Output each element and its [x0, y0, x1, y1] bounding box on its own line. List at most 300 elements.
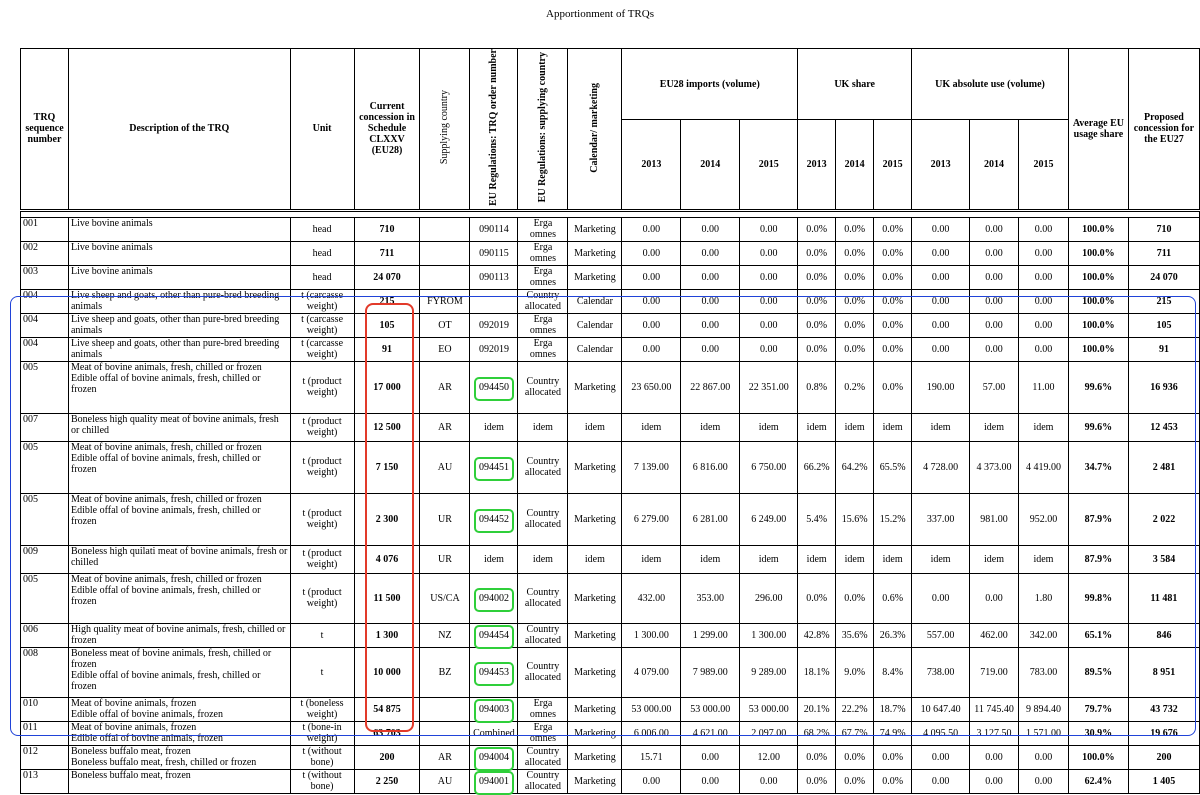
proposed-cell: 3 584: [1128, 545, 1199, 573]
calendar-cell: Marketing: [568, 623, 622, 647]
ukabs-2014-cell: 3 127.50: [970, 721, 1019, 745]
seq-cell: 011: [21, 721, 69, 745]
ukabs-2014-cell: 0.00: [970, 289, 1019, 313]
avg-usage-cell: 89.5%: [1068, 647, 1128, 697]
avg-usage-cell: 79.7%: [1068, 697, 1128, 721]
ukabs-2015-cell: 952.00: [1018, 493, 1068, 545]
description-cell: Boneless buffalo meat, frozen: [68, 769, 290, 793]
eu28-2015-cell: idem: [740, 545, 798, 573]
table-row: [21, 493, 1200, 545]
avg-usage-cell: 100.0%: [1068, 313, 1128, 337]
ukabs-2013-cell: 557.00: [912, 623, 970, 647]
description-cell: Boneless meat of bovine animals, fresh, chilled or frozen Edible offal of bovine animals, fresh, chilled or frozen: [68, 647, 290, 697]
header-ukshare: UK share: [798, 49, 912, 120]
avg-usage-cell: 30.9%: [1068, 721, 1128, 745]
ukshare-2014-cell: 0.0%: [836, 337, 874, 361]
page-title: Apportionment of TRQs: [546, 8, 654, 20]
seq-cell: 001: [21, 217, 69, 241]
eu28-2013-cell: 432.00: [622, 573, 681, 623]
eu28-2015-cell: 22 351.00: [740, 361, 798, 413]
seq-cell: 005: [21, 573, 69, 623]
calendar-cell: Marketing: [568, 573, 622, 623]
table-row: [21, 441, 1200, 493]
ukabs-2015-cell: 1 571.00: [1018, 721, 1068, 745]
ukshare-2014-cell: 0.0%: [836, 313, 874, 337]
ukshare-2015-cell: idem: [874, 545, 912, 573]
eu-supplying-cell: Country allocated: [518, 493, 568, 545]
description-cell: Live sheep and goats, other than pure-bred breeding animals: [68, 313, 290, 337]
ukshare-2015-cell: 0.0%: [874, 313, 912, 337]
table-row: [21, 313, 1200, 337]
table-row: [21, 361, 1200, 413]
eu28-2014-cell: idem: [681, 413, 740, 441]
ukabs-2014-cell: 57.00: [970, 361, 1019, 413]
ukabs-2013-cell: 190.00: [912, 361, 970, 413]
table-row: [21, 721, 1200, 745]
table-row: [21, 545, 1200, 573]
proposed-cell: 710: [1128, 217, 1199, 241]
ukabs-2014-cell: idem: [970, 545, 1019, 573]
table-row: [21, 337, 1200, 361]
unit-cell: t: [290, 623, 354, 647]
eu28-2015-cell: 0.00: [740, 313, 798, 337]
eu28-2013-cell: 15.71: [622, 745, 681, 769]
proposed-cell: 1 405: [1128, 769, 1199, 793]
ukshare-2014-cell: idem: [836, 413, 874, 441]
concession-cell: 2 250: [354, 769, 420, 793]
calendar-cell: idem: [568, 413, 622, 441]
calendar-cell: Calendar: [568, 313, 622, 337]
proposed-cell: 91: [1128, 337, 1199, 361]
ukshare-2015-cell: 0.0%: [874, 769, 912, 793]
ukshare-2014-cell: 0.0%: [836, 745, 874, 769]
eu28-2014-cell: 6 816.00: [681, 441, 740, 493]
calendar-cell: Marketing: [568, 647, 622, 697]
table-row: [21, 573, 1200, 623]
proposed-cell: 16 936: [1128, 361, 1199, 413]
supplying-country-cell: US/CA: [420, 573, 470, 623]
avg-usage-cell: 87.9%: [1068, 545, 1128, 573]
eu-supplying-cell: Country allocated: [518, 647, 568, 697]
ukabs-2015-cell: 0.00: [1018, 217, 1068, 241]
table-row: [21, 289, 1200, 313]
ukshare-2013-cell: 20.1%: [798, 697, 836, 721]
ukshare-2014-cell: 0.2%: [836, 361, 874, 413]
description-cell: Meat of bovine animals, frozen Edible offal of bovine animals, frozen: [68, 697, 290, 721]
eu-supplying-cell: Country allocated: [518, 573, 568, 623]
eu28-2015-cell: 6 249.00: [740, 493, 798, 545]
header-ukabs-2014: 2014: [970, 120, 1019, 211]
eu28-2014-cell: 0.00: [681, 769, 740, 793]
eu28-2015-cell: 0.00: [740, 265, 798, 289]
ukabs-2015-cell: 0.00: [1018, 769, 1068, 793]
calendar-cell: Marketing: [568, 217, 622, 241]
header-supplying: Supplying country: [439, 90, 451, 165]
ukabs-2013-cell: 4 728.00: [912, 441, 970, 493]
eu-supplying-cell: Erga omnes: [518, 217, 568, 241]
order-number-cell: 092019: [470, 337, 518, 361]
unit-cell: t (carcasse weight): [290, 337, 354, 361]
ukabs-2013-cell: 0.00: [912, 265, 970, 289]
eu28-2013-cell: 0.00: [622, 241, 681, 265]
eu-supplying-cell: Country allocated: [518, 623, 568, 647]
supplying-country-cell: NZ: [420, 623, 470, 647]
order-number-cell: idem: [470, 545, 518, 573]
calendar-cell: Marketing: [568, 697, 622, 721]
proposed-cell: 2 481: [1128, 441, 1199, 493]
ukabs-2015-cell: 342.00: [1018, 623, 1068, 647]
header-proposed: Proposed concession for the EU27: [1128, 49, 1199, 211]
eu-supplying-cell: Erga omnes: [518, 313, 568, 337]
eu28-2014-cell: 0.00: [681, 265, 740, 289]
concession-cell: 105: [354, 313, 420, 337]
eu28-2014-cell: 0.00: [681, 313, 740, 337]
concession-cell: 12 500: [354, 413, 420, 441]
ukshare-2014-cell: 64.2%: [836, 441, 874, 493]
eu28-2015-cell: 0.00: [740, 241, 798, 265]
description-cell: Meat of bovine animals, fresh, chilled or frozen Edible offal of bovine animals, fresh, chilled or frozen: [68, 361, 290, 413]
supplying-country-cell: AR: [420, 361, 470, 413]
supplying-country-cell: AR: [420, 413, 470, 441]
description-cell: Live sheep and goats, other than pure-bred breeding animals: [68, 337, 290, 361]
proposed-cell: 12 453: [1128, 413, 1199, 441]
order-number-cell: 094003: [470, 697, 518, 721]
proposed-cell: 43 732: [1128, 697, 1199, 721]
ukshare-2015-cell: 0.0%: [874, 337, 912, 361]
seq-cell: 002: [21, 241, 69, 265]
eu28-2015-cell: 0.00: [740, 289, 798, 313]
header-eu-supplying: EU Regulations: supplying country: [537, 52, 549, 203]
concession-cell: 4 076: [354, 545, 420, 573]
seq-cell: 004: [21, 313, 69, 337]
calendar-cell: Marketing: [568, 361, 622, 413]
eu28-2013-cell: idem: [622, 545, 681, 573]
eu-supplying-cell: Erga omnes: [518, 721, 568, 745]
supplying-country-cell: AR: [420, 745, 470, 769]
header-eu28: EU28 imports (volume): [622, 49, 798, 120]
unit-cell: t (product weight): [290, 493, 354, 545]
table-row: [21, 745, 1200, 769]
supplying-country-cell: [420, 241, 470, 265]
header-order: EU Regulations: TRQ order number: [488, 49, 500, 206]
ukshare-2015-cell: 0.0%: [874, 745, 912, 769]
order-number-cell: 092019: [470, 313, 518, 337]
eu-supplying-cell: Country allocated: [518, 769, 568, 793]
proposed-cell: 11 481: [1128, 573, 1199, 623]
supplying-country-cell: UR: [420, 493, 470, 545]
ukshare-2013-cell: 0.8%: [798, 361, 836, 413]
eu28-2013-cell: idem: [622, 413, 681, 441]
calendar-cell: Marketing: [568, 769, 622, 793]
ukabs-2015-cell: idem: [1018, 413, 1068, 441]
proposed-cell: 24 070: [1128, 265, 1199, 289]
unit-cell: t (product weight): [290, 441, 354, 493]
ukshare-2015-cell: 0.0%: [874, 361, 912, 413]
ukabs-2014-cell: 0.00: [970, 337, 1019, 361]
seq-cell: 004: [21, 337, 69, 361]
seq-cell: 005: [21, 441, 69, 493]
ukshare-2014-cell: 0.0%: [836, 241, 874, 265]
seq-cell: 005: [21, 493, 69, 545]
avg-usage-cell: 62.4%: [1068, 769, 1128, 793]
seq-cell: 006: [21, 623, 69, 647]
unit-cell: t (product weight): [290, 545, 354, 573]
seq-cell: 004: [21, 289, 69, 313]
concession-cell: 24 070: [354, 265, 420, 289]
unit-cell: t (carcasse weight): [290, 289, 354, 313]
eu28-2013-cell: 23 650.00: [622, 361, 681, 413]
ukshare-2013-cell: 0.0%: [798, 769, 836, 793]
seq-cell: 005: [21, 361, 69, 413]
eu28-2014-cell: 53 000.00: [681, 697, 740, 721]
eu28-2013-cell: 0.00: [622, 289, 681, 313]
description-cell: Boneless high quilati meat of bovine animals, fresh or chilled: [68, 545, 290, 573]
ukshare-2014-cell: idem: [836, 545, 874, 573]
description-cell: Boneless buffalo meat, frozen Boneless buffalo meat, fresh, chilled or frozen: [68, 745, 290, 769]
order-number-cell: 094001: [470, 769, 518, 793]
concession-cell: 54 875: [354, 697, 420, 721]
avg-usage-cell: 100.0%: [1068, 289, 1128, 313]
supplying-country-cell: FYROM: [420, 289, 470, 313]
eu28-2015-cell: 0.00: [740, 337, 798, 361]
table-row: [21, 697, 1200, 721]
concession-cell: 215: [354, 289, 420, 313]
ukabs-2014-cell: 0.00: [970, 745, 1019, 769]
table-row: [21, 265, 1200, 289]
ukabs-2014-cell: 719.00: [970, 647, 1019, 697]
avg-usage-cell: 100.0%: [1068, 337, 1128, 361]
ukshare-2013-cell: 0.0%: [798, 745, 836, 769]
order-number-cell: 090113: [470, 265, 518, 289]
calendar-cell: Marketing: [568, 493, 622, 545]
table-row: [21, 241, 1200, 265]
concession-cell: 7 150: [354, 441, 420, 493]
ukabs-2014-cell: 0.00: [970, 217, 1019, 241]
order-number-cell: 090114: [470, 217, 518, 241]
order-number-cell: 094451: [470, 441, 518, 493]
order-number-cell: 094004: [470, 745, 518, 769]
ukshare-2015-cell: idem: [874, 413, 912, 441]
concession-cell: 17 000: [354, 361, 420, 413]
eu28-2015-cell: 296.00: [740, 573, 798, 623]
ukabs-2013-cell: 0.00: [912, 337, 970, 361]
ukshare-2013-cell: 0.0%: [798, 337, 836, 361]
eu-supplying-cell: Country allocated: [518, 745, 568, 769]
eu28-2014-cell: 0.00: [681, 337, 740, 361]
unit-cell: head: [290, 241, 354, 265]
ukshare-2015-cell: 74.9%: [874, 721, 912, 745]
proposed-cell: 846: [1128, 623, 1199, 647]
order-number-cell: [470, 289, 518, 313]
supplying-country-cell: [420, 265, 470, 289]
ukshare-2013-cell: 5.4%: [798, 493, 836, 545]
eu28-2013-cell: 7 139.00: [622, 441, 681, 493]
ukshare-2013-cell: 0.0%: [798, 289, 836, 313]
ukshare-2015-cell: 0.0%: [874, 265, 912, 289]
concession-cell: 10 000: [354, 647, 420, 697]
eu28-2014-cell: 1 299.00: [681, 623, 740, 647]
eu-supplying-cell: idem: [518, 413, 568, 441]
seq-cell: 009: [21, 545, 69, 573]
ukshare-2014-cell: 15.6%: [836, 493, 874, 545]
eu28-2014-cell: 353.00: [681, 573, 740, 623]
ukshare-2014-cell: 35.6%: [836, 623, 874, 647]
supplying-country-cell: EO: [420, 337, 470, 361]
calendar-cell: Marketing: [568, 721, 622, 745]
seq-cell: 013: [21, 769, 69, 793]
ukabs-2015-cell: 0.00: [1018, 289, 1068, 313]
calendar-cell: Calendar: [568, 289, 622, 313]
ukshare-2015-cell: 0.6%: [874, 573, 912, 623]
ukshare-2015-cell: 8.4%: [874, 647, 912, 697]
order-number-cell: 094452: [470, 493, 518, 545]
eu28-2013-cell: 4 079.00: [622, 647, 681, 697]
ukshare-2015-cell: 18.7%: [874, 697, 912, 721]
avg-usage-cell: 100.0%: [1068, 265, 1128, 289]
calendar-cell: Calendar: [568, 337, 622, 361]
ukshare-2013-cell: 0.0%: [798, 217, 836, 241]
concession-cell: 91: [354, 337, 420, 361]
unit-cell: t (product weight): [290, 413, 354, 441]
ukabs-2015-cell: 0.00: [1018, 265, 1068, 289]
calendar-cell: Marketing: [568, 745, 622, 769]
eu-supplying-cell: Erga omnes: [518, 241, 568, 265]
proposed-cell: 8 951: [1128, 647, 1199, 697]
calendar-cell: Marketing: [568, 441, 622, 493]
avg-usage-cell: 34.7%: [1068, 441, 1128, 493]
seq-cell: 003: [21, 265, 69, 289]
eu28-2013-cell: 6 279.00: [622, 493, 681, 545]
concession-cell: 63 703: [354, 721, 420, 745]
ukshare-2013-cell: 0.0%: [798, 573, 836, 623]
header-ukshare-2015: 2015: [874, 120, 912, 211]
ukshare-2014-cell: 67.7%: [836, 721, 874, 745]
ukabs-2014-cell: 4 373.00: [970, 441, 1019, 493]
avg-usage-cell: 100.0%: [1068, 241, 1128, 265]
eu28-2013-cell: 1 300.00: [622, 623, 681, 647]
eu28-2013-cell: 0.00: [622, 313, 681, 337]
eu28-2014-cell: 6 281.00: [681, 493, 740, 545]
ukshare-2013-cell: 66.2%: [798, 441, 836, 493]
supplying-country-cell: [420, 721, 470, 745]
ukabs-2013-cell: 0.00: [912, 241, 970, 265]
avg-usage-cell: 87.9%: [1068, 493, 1128, 545]
ukabs-2015-cell: 0.00: [1018, 241, 1068, 265]
concession-cell: 200: [354, 745, 420, 769]
ukabs-2014-cell: 0.00: [970, 769, 1019, 793]
ukshare-2014-cell: 0.0%: [836, 217, 874, 241]
ukabs-2015-cell: 1.80: [1018, 573, 1068, 623]
eu28-2015-cell: 53 000.00: [740, 697, 798, 721]
calendar-cell: idem: [568, 545, 622, 573]
avg-usage-cell: 100.0%: [1068, 745, 1128, 769]
eu-supplying-cell: Country allocated: [518, 441, 568, 493]
seq-cell: 012: [21, 745, 69, 769]
proposed-cell: 200: [1128, 745, 1199, 769]
header-unit: Unit: [290, 49, 354, 211]
unit-cell: t (carcasse weight): [290, 313, 354, 337]
header-eu28-2013: 2013: [622, 120, 681, 211]
eu28-2014-cell: 0.00: [681, 241, 740, 265]
ukabs-2013-cell: 0.00: [912, 217, 970, 241]
ukshare-2013-cell: 0.0%: [798, 313, 836, 337]
ukabs-2014-cell: 0.00: [970, 265, 1019, 289]
ukabs-2014-cell: 0.00: [970, 313, 1019, 337]
ukshare-2013-cell: 0.0%: [798, 241, 836, 265]
eu28-2015-cell: 6 750.00: [740, 441, 798, 493]
unit-cell: t (bone-in weight): [290, 721, 354, 745]
order-number-cell: idem: [470, 413, 518, 441]
eu28-2014-cell: 0.00: [681, 745, 740, 769]
calendar-cell: Marketing: [568, 265, 622, 289]
eu28-2013-cell: 0.00: [622, 265, 681, 289]
order-number-cell: 090115: [470, 241, 518, 265]
avg-usage-cell: 100.0%: [1068, 217, 1128, 241]
proposed-cell: 215: [1128, 289, 1199, 313]
eu28-2014-cell: idem: [681, 545, 740, 573]
eu28-2015-cell: 0.00: [740, 217, 798, 241]
trq-table: [20, 48, 1200, 794]
order-number-cell: 094002: [470, 573, 518, 623]
ukabs-2013-cell: 337.00: [912, 493, 970, 545]
ukabs-2014-cell: 0.00: [970, 573, 1019, 623]
ukabs-2015-cell: 0.00: [1018, 313, 1068, 337]
eu28-2014-cell: 0.00: [681, 217, 740, 241]
eu28-2015-cell: 9 289.00: [740, 647, 798, 697]
description-cell: Live bovine animals: [68, 265, 290, 289]
seq-cell: 010: [21, 697, 69, 721]
ukshare-2014-cell: 0.0%: [836, 573, 874, 623]
ukabs-2013-cell: 738.00: [912, 647, 970, 697]
eu-supplying-cell: Country allocated: [518, 289, 568, 313]
eu28-2013-cell: 53 000.00: [622, 697, 681, 721]
concession-cell: 2 300: [354, 493, 420, 545]
ukabs-2013-cell: 0.00: [912, 573, 970, 623]
supplying-country-cell: [420, 697, 470, 721]
ukshare-2013-cell: 68.2%: [798, 721, 836, 745]
ukabs-2013-cell: 0.00: [912, 313, 970, 337]
header-ukshare-2014: 2014: [836, 120, 874, 211]
ukshare-2013-cell: 0.0%: [798, 265, 836, 289]
eu28-2014-cell: 0.00: [681, 289, 740, 313]
ukabs-2015-cell: 4 419.00: [1018, 441, 1068, 493]
order-number-cell: Combined: [470, 721, 518, 745]
ukabs-2015-cell: 0.00: [1018, 337, 1068, 361]
ukabs-2014-cell: 462.00: [970, 623, 1019, 647]
proposed-cell: 19 676: [1128, 721, 1199, 745]
header-ukabs: UK absolute use (volume): [912, 49, 1069, 120]
concession-cell: 710: [354, 217, 420, 241]
ukshare-2013-cell: 18.1%: [798, 647, 836, 697]
proposed-cell: 105: [1128, 313, 1199, 337]
ukshare-2015-cell: 0.0%: [874, 289, 912, 313]
ukabs-2015-cell: idem: [1018, 545, 1068, 573]
ukshare-2014-cell: 0.0%: [836, 265, 874, 289]
avg-usage-cell: 65.1%: [1068, 623, 1128, 647]
unit-cell: t (without bone): [290, 745, 354, 769]
seq-cell: 008: [21, 647, 69, 697]
order-number-cell: 094453: [470, 647, 518, 697]
supplying-country-cell: AU: [420, 441, 470, 493]
eu28-2014-cell: 7 989.00: [681, 647, 740, 697]
header-ukabs-2013: 2013: [912, 120, 970, 211]
calendar-cell: Marketing: [568, 241, 622, 265]
eu28-2015-cell: 0.00: [740, 769, 798, 793]
ukshare-2015-cell: 26.3%: [874, 623, 912, 647]
eu28-2014-cell: 22 867.00: [681, 361, 740, 413]
eu28-2013-cell: 0.00: [622, 769, 681, 793]
eu-supplying-cell: Country allocated: [518, 361, 568, 413]
